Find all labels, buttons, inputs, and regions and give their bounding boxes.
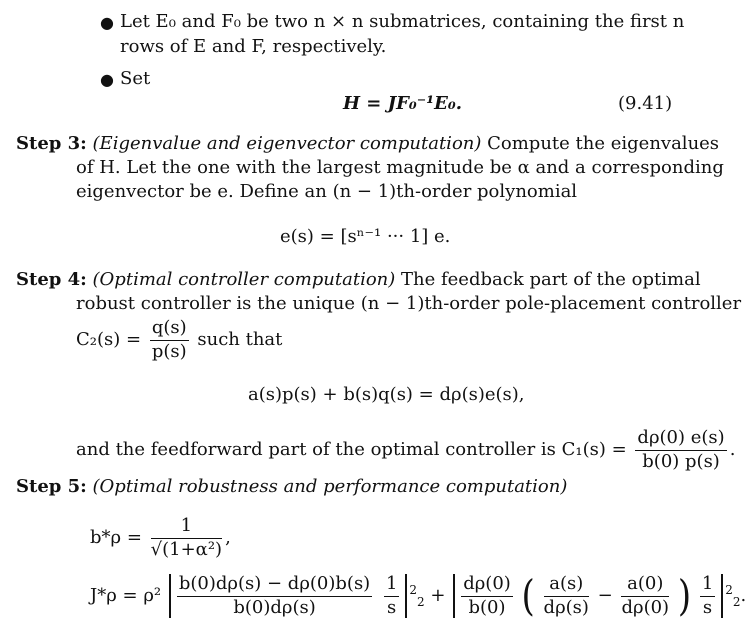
step3-title: (Eigenvalue and eigenvector computation) (92, 133, 482, 154)
b-rho-lhs: b*ρ = (90, 527, 142, 549)
step3-line-2: of H. Let the one with the largest magnitude be α and a corresponding (76, 157, 724, 178)
b-rho-numerator: 1 (151, 516, 222, 539)
c2-numerator: q(s) (150, 318, 189, 341)
c2-denominator: p(s) (151, 340, 187, 362)
step3-equation: e(s) = [sⁿ⁻¹ ··· 1] e. (280, 226, 451, 247)
one-over-s-den: s (387, 596, 397, 618)
norm-2-sup: 2 (725, 583, 733, 598)
one-over-s-num: 1 (384, 574, 399, 597)
step3-label: Step 3: (16, 133, 87, 154)
step3-text: Compute the eigenvalues (481, 133, 720, 154)
c1-fraction (635, 428, 726, 472)
norm-1 (169, 574, 408, 618)
j-num-2: dρ(0) (461, 574, 513, 597)
j-frac-2 (461, 574, 513, 618)
step4-line-2: robust controller is the unique (n − 1)th-order pole-placement controller (76, 293, 742, 314)
j-frac-1 (177, 574, 372, 618)
j-rho-equation: J*ρ = ρ² $\frac{b(0)d\rho(s) - d\rho(0)b(s)}{b(0)d\rho(s)}$ $\frac{1}{s}$ $^2_2$ + $\frac{d\rho(0)}{b(0)}$ ( $\frac{a(s)}{d\rho(s)}$ − $\frac{a(0)}{d\rho(0)}$ ) $\frac{1}{s}$ $^2_2$. (90, 571, 746, 622)
equation-941: H = JF₀⁻¹E₀. (343, 93, 463, 114)
step4-line-1 (16, 270, 701, 291)
j-den-3: dρ(s) (543, 596, 589, 618)
bullet-dot: ● (100, 13, 114, 32)
b-rho-denominator: √(1+α²) (150, 538, 223, 560)
step3-line-1 (16, 134, 719, 155)
paren-right: ) (677, 571, 692, 622)
norm-1-sup: 2 (409, 583, 418, 598)
step4-line-4: and the feedforward part of the optimal controller is C₁(s) = $\frac{d\rho(0) e(s)}{b(0) p(s)}$ . (76, 427, 736, 472)
paren-left: ( (521, 571, 535, 622)
norm-2: $\frac{d\rho(0)}{b(0)}$ ( $\frac{a(s)}{d\rho(s)}$ − $\frac{a(0)}{d\rho(0)}$ ) $\frac{1}{s}$ (453, 574, 723, 618)
one-over-s-1 (384, 574, 399, 618)
c2-fraction (150, 318, 189, 362)
bullet-1-line-2: rows of E and F, respectively. (120, 36, 387, 57)
one-over-s-2 (700, 574, 715, 618)
step4-text: The feedback part of the optimal (395, 269, 701, 290)
step4-title: (Optimal controller computation) (92, 269, 396, 290)
c2-lhs: C₂(s) = (76, 329, 142, 351)
bullet-dot: ● (100, 70, 114, 89)
bullet-1-line-1: Let E₀ and F₀ be two n × n submatrices, containing the first n (120, 11, 685, 32)
j-frac-3 (544, 574, 589, 618)
step5-line-1 (16, 477, 567, 498)
norm-1-sub: 2 (417, 594, 425, 609)
j-den-4: dρ(0) (621, 596, 670, 618)
c1-text: and the feedforward part of the optimal controller is C₁(s) = (76, 439, 627, 461)
step4-label: Step 4: (16, 269, 87, 290)
c2-suffix: such that (197, 329, 283, 351)
j-den-2: b(0) (468, 596, 506, 618)
b-rho-fraction (151, 516, 222, 560)
equation-number: (9.41) (618, 93, 673, 114)
j-num-4: a(0) (621, 574, 669, 597)
step5-label: Step 5: (16, 476, 87, 497)
step4-line-3 (76, 318, 282, 362)
one-over-s-den: s (702, 596, 713, 618)
j-num-1: b(0)dρ(s) − dρ(0)b(s) (177, 574, 372, 597)
step3-line-3: eigenvector be e. Define an (n − 1)th-order polynomial (76, 181, 578, 202)
c1-denominator: b(0) p(s) (642, 450, 720, 472)
j-rho-lhs: J*ρ = ρ² (90, 585, 162, 607)
bullet-2-text: Set (120, 68, 151, 89)
step5-title: (Optimal robustness and performance computation) (92, 476, 568, 497)
b-rho-equation: b*ρ = $\frac{1}{\text{√(1+α²)}}$ , (90, 515, 231, 560)
j-num-3: a(s) (544, 574, 589, 597)
one-over-s-num: 1 (700, 574, 715, 597)
j-frac-4 (621, 574, 669, 618)
j-den-1: b(0)dρ(s) (233, 596, 316, 618)
step4-equation: a(s)p(s) + b(s)q(s) = dρ(s)e(s), (248, 384, 525, 405)
c1-numerator: dρ(0) e(s) (635, 428, 726, 451)
norm-2-sub: 2 (732, 594, 741, 609)
